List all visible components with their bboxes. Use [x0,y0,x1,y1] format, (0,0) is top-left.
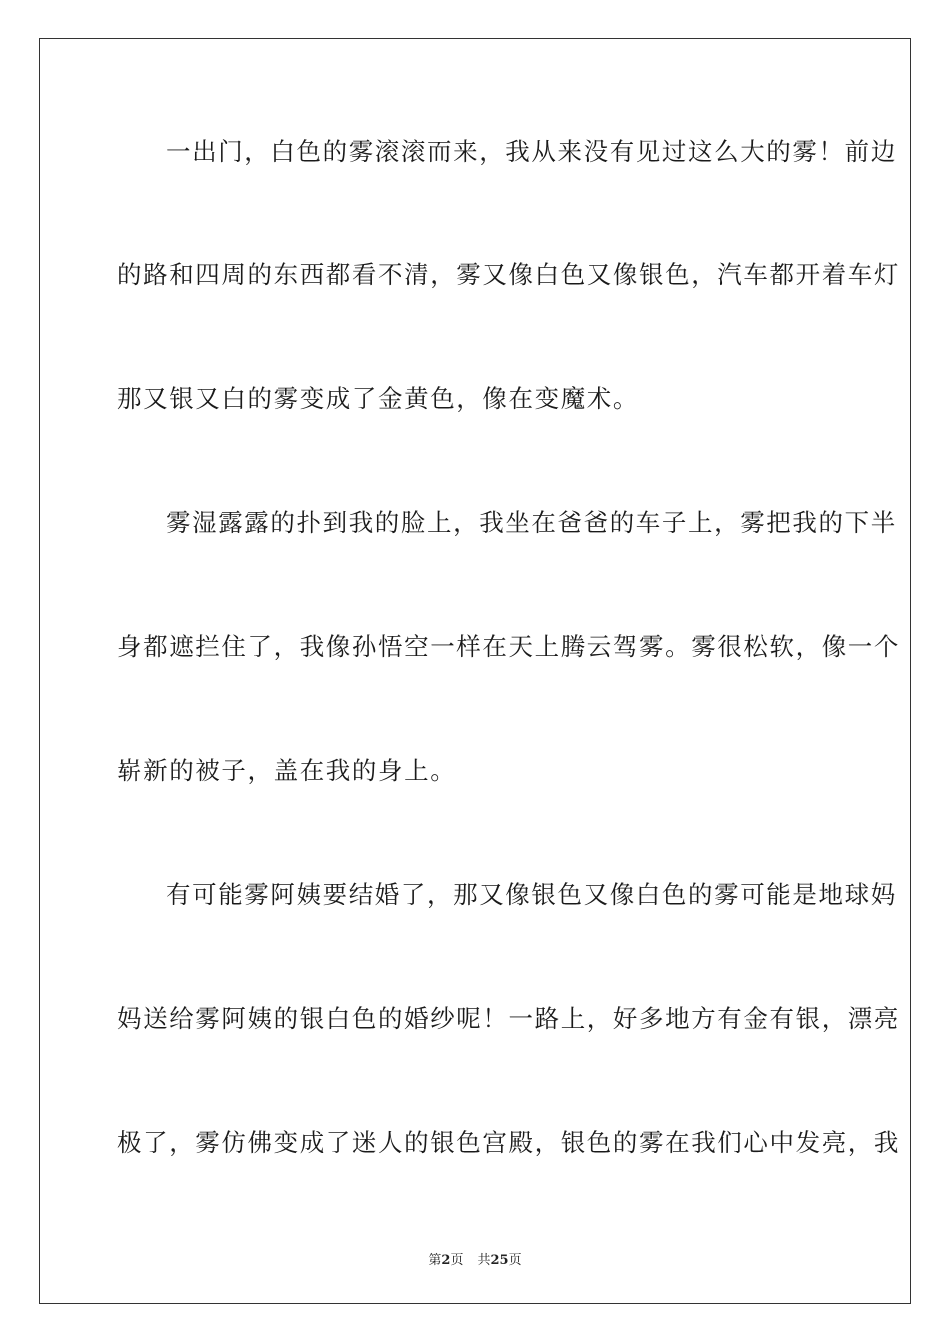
page-border [39,38,911,1304]
paragraph-2-line-3: 崭新的被子，盖在我的身上。 [117,756,457,785]
paragraph-1-line-2: 的路和四周的东西都看不清，雾又像白色又像银色，汽车都开着车灯 [117,260,900,289]
paragraph-2-line-1: 雾湿露露的扑到我的脸上，我坐在爸爸的车子上，雾把我的下半 [166,508,897,537]
paragraph-3-line-2: 妈送给雾阿姨的银白色的婚纱呢！一路上，好多地方有金有银，漂亮 [117,1004,900,1033]
page-prefix: 第 [428,1253,442,1268]
page-footer [0,1249,950,1268]
page-number: 2 [441,1253,451,1268]
paragraph-3-line-3: 极了，雾仿佛变成了迷人的银色宫殿，银色的雾在我们心中发亮，我 [117,1128,900,1157]
paragraph-1-line-1: 一出门，白色的雾滚滚而来，我从来没有见过这么大的雾！前边 [166,137,897,166]
total-suffix: 页 [508,1253,522,1268]
total-prefix: 共 [477,1253,491,1268]
paragraph-1-line-3: 那又银又白的雾变成了金黄色，像在变魔术。 [117,384,639,413]
page-suffix: 页 [450,1253,464,1268]
total-pages: 25 [490,1253,509,1268]
paragraph-2-line-2: 身都遮拦住了，我像孙悟空一样在天上腾云驾雾。雾很松软，像一个 [117,632,900,661]
paragraph-3-line-1: 有可能雾阿姨要结婚了，那又像银色又像白色的雾可能是地球妈 [166,880,897,909]
